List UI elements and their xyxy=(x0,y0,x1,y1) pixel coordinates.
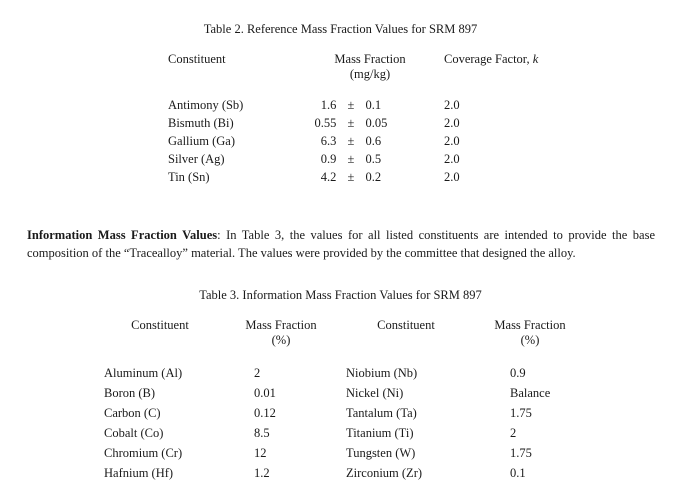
table2-header-mass-fraction-unit: (mg/kg) xyxy=(349,67,391,81)
plus-minus-icon: ± xyxy=(347,170,355,184)
table2-cell-value: 4.2 xyxy=(320,170,337,184)
table3-cell-constituent-right: Zirconium (Zr) xyxy=(346,466,423,480)
table3-body xyxy=(104,366,594,486)
table3-cell-constituent-left: Boron (B) xyxy=(104,386,156,400)
table3-cell-value-left: 1.2 xyxy=(254,466,270,480)
table3-cell-constituent-right: Nickel (Ni) xyxy=(346,386,404,400)
table-row xyxy=(168,98,588,116)
table3-cell-value-left: 0.01 xyxy=(254,386,276,400)
table3-header-unit-right: (%) xyxy=(520,333,540,347)
table2-cell-constituent: Antimony (Sb) xyxy=(168,98,244,112)
table2-cell-uncertainty: 0.1 xyxy=(365,98,382,112)
table3-cell-value-left: 8.5 xyxy=(254,426,270,440)
table3-header-spacer xyxy=(104,348,594,366)
table-row xyxy=(104,446,594,466)
table3-caption: Table 3. Information Mass Fraction Values for SRM 897 xyxy=(199,288,482,302)
table2 xyxy=(168,52,588,188)
table3-header-constituent-right: Constituent xyxy=(377,318,435,332)
spacer-cell xyxy=(104,348,594,366)
table2-cell-coverage: 2.0 xyxy=(444,152,460,166)
table2-cell-constituent: Silver (Ag) xyxy=(168,152,225,166)
table-row xyxy=(168,116,588,134)
table3-cell-constituent-left: Cobalt (Co) xyxy=(104,426,164,440)
table-row xyxy=(104,366,594,386)
table2-cell-constituent: Bismuth (Bi) xyxy=(168,116,234,130)
table3-header-constituent-left: Constituent xyxy=(131,318,189,332)
table2-cell-uncertainty: 0.6 xyxy=(365,134,382,148)
table2-cell-coverage: 2.0 xyxy=(444,134,460,148)
table3-cell-value-right: 0.9 xyxy=(510,366,526,380)
table2-caption: Table 2. Reference Mass Fraction Values for SRM 897 xyxy=(203,22,478,36)
table3-cell-constituent-left: Carbon (C) xyxy=(104,406,161,420)
table3-cell-value-left: 2 xyxy=(254,366,261,380)
table-row xyxy=(104,406,594,426)
table3-cell-value-right: 0.1 xyxy=(510,466,526,480)
table-row xyxy=(104,466,594,486)
table-row xyxy=(104,426,594,446)
table2-header-constituent: Constituent xyxy=(168,52,226,66)
table2-header-mass-fraction-label: Mass Fraction xyxy=(334,52,406,66)
table3-cell-value-right: 1.75 xyxy=(510,406,532,420)
table3-cell-constituent-right: Tungsten (W) xyxy=(346,446,416,460)
table3-cell-constituent-left: Chromium (Cr) xyxy=(104,446,183,460)
table-row xyxy=(168,152,588,170)
table2-cell-uncertainty: 0.5 xyxy=(365,152,382,166)
table2-cell-value: 0.55 xyxy=(314,116,337,130)
table3-header-mass-fraction-right-label: Mass Fraction xyxy=(494,318,566,332)
table3-header-mass-fraction-left xyxy=(216,318,346,348)
table2-header-row xyxy=(168,52,588,82)
table2-cell-constituent: Gallium (Ga) xyxy=(168,134,235,148)
table2-header-mass-fraction xyxy=(296,52,444,82)
table2-header-spacer xyxy=(168,82,588,98)
table-row xyxy=(168,170,588,188)
table2-body xyxy=(168,98,588,188)
table3-header-mass-fraction-right xyxy=(466,318,594,348)
table-row xyxy=(168,134,588,152)
table3-cell-constituent-left: Aluminum (Al) xyxy=(104,366,183,380)
table2-cell-constituent: Tin (Sn) xyxy=(168,170,210,184)
plus-minus-icon: ± xyxy=(347,134,355,148)
table2-cell-coverage: 2.0 xyxy=(444,98,460,112)
table2-cell-value: 6.3 xyxy=(320,134,337,148)
table3-cell-constituent-right: Niobium (Nb) xyxy=(346,366,418,380)
table3-cell-constituent-right: Titanium (Ti) xyxy=(346,426,414,440)
table2-cell-value: 1.6 xyxy=(320,98,337,112)
table3-cell-value-left: 0.12 xyxy=(254,406,276,420)
plus-minus-icon: ± xyxy=(347,98,355,112)
table3 xyxy=(104,318,594,486)
table2-cell-uncertainty: 0.2 xyxy=(365,170,382,184)
plus-minus-icon: ± xyxy=(347,152,355,166)
table2-cell-coverage: 2.0 xyxy=(444,170,460,184)
spacer-cell xyxy=(168,82,588,98)
table2-cell-coverage: 2.0 xyxy=(444,116,460,130)
paragraph-heading: Information Mass Fraction Values xyxy=(27,228,218,242)
information-mass-fraction-paragraph xyxy=(27,227,655,263)
paragraph-body: : In Table 3, the values for all listed constituents are intended to provide the base composition of the “Tracealloy” material. The values were provided by the committee that designed the alloy. xyxy=(27,228,655,260)
table3-cell-value-right: 1.75 xyxy=(510,446,532,460)
table2-header-coverage-factor: Coverage Factor, k xyxy=(444,52,539,66)
table2-cell-uncertainty: 0.05 xyxy=(365,116,388,130)
table3-header-mass-fraction-left-label: Mass Fraction xyxy=(245,318,317,332)
table3-cell-constituent-right: Tantalum (Ta) xyxy=(346,406,417,420)
table3-cell-value-right: Balance xyxy=(510,386,551,400)
table3-cell-value-right: 2 xyxy=(510,426,517,440)
table2-cell-value: 0.9 xyxy=(320,152,337,166)
table3-cell-constituent-left: Hafnium (Hf) xyxy=(104,466,174,480)
table-row xyxy=(104,386,594,406)
table3-header-unit-left: (%) xyxy=(271,333,291,347)
table3-header-row xyxy=(104,318,594,348)
plus-minus-icon: ± xyxy=(347,116,355,130)
table3-cell-value-left: 12 xyxy=(254,446,267,460)
